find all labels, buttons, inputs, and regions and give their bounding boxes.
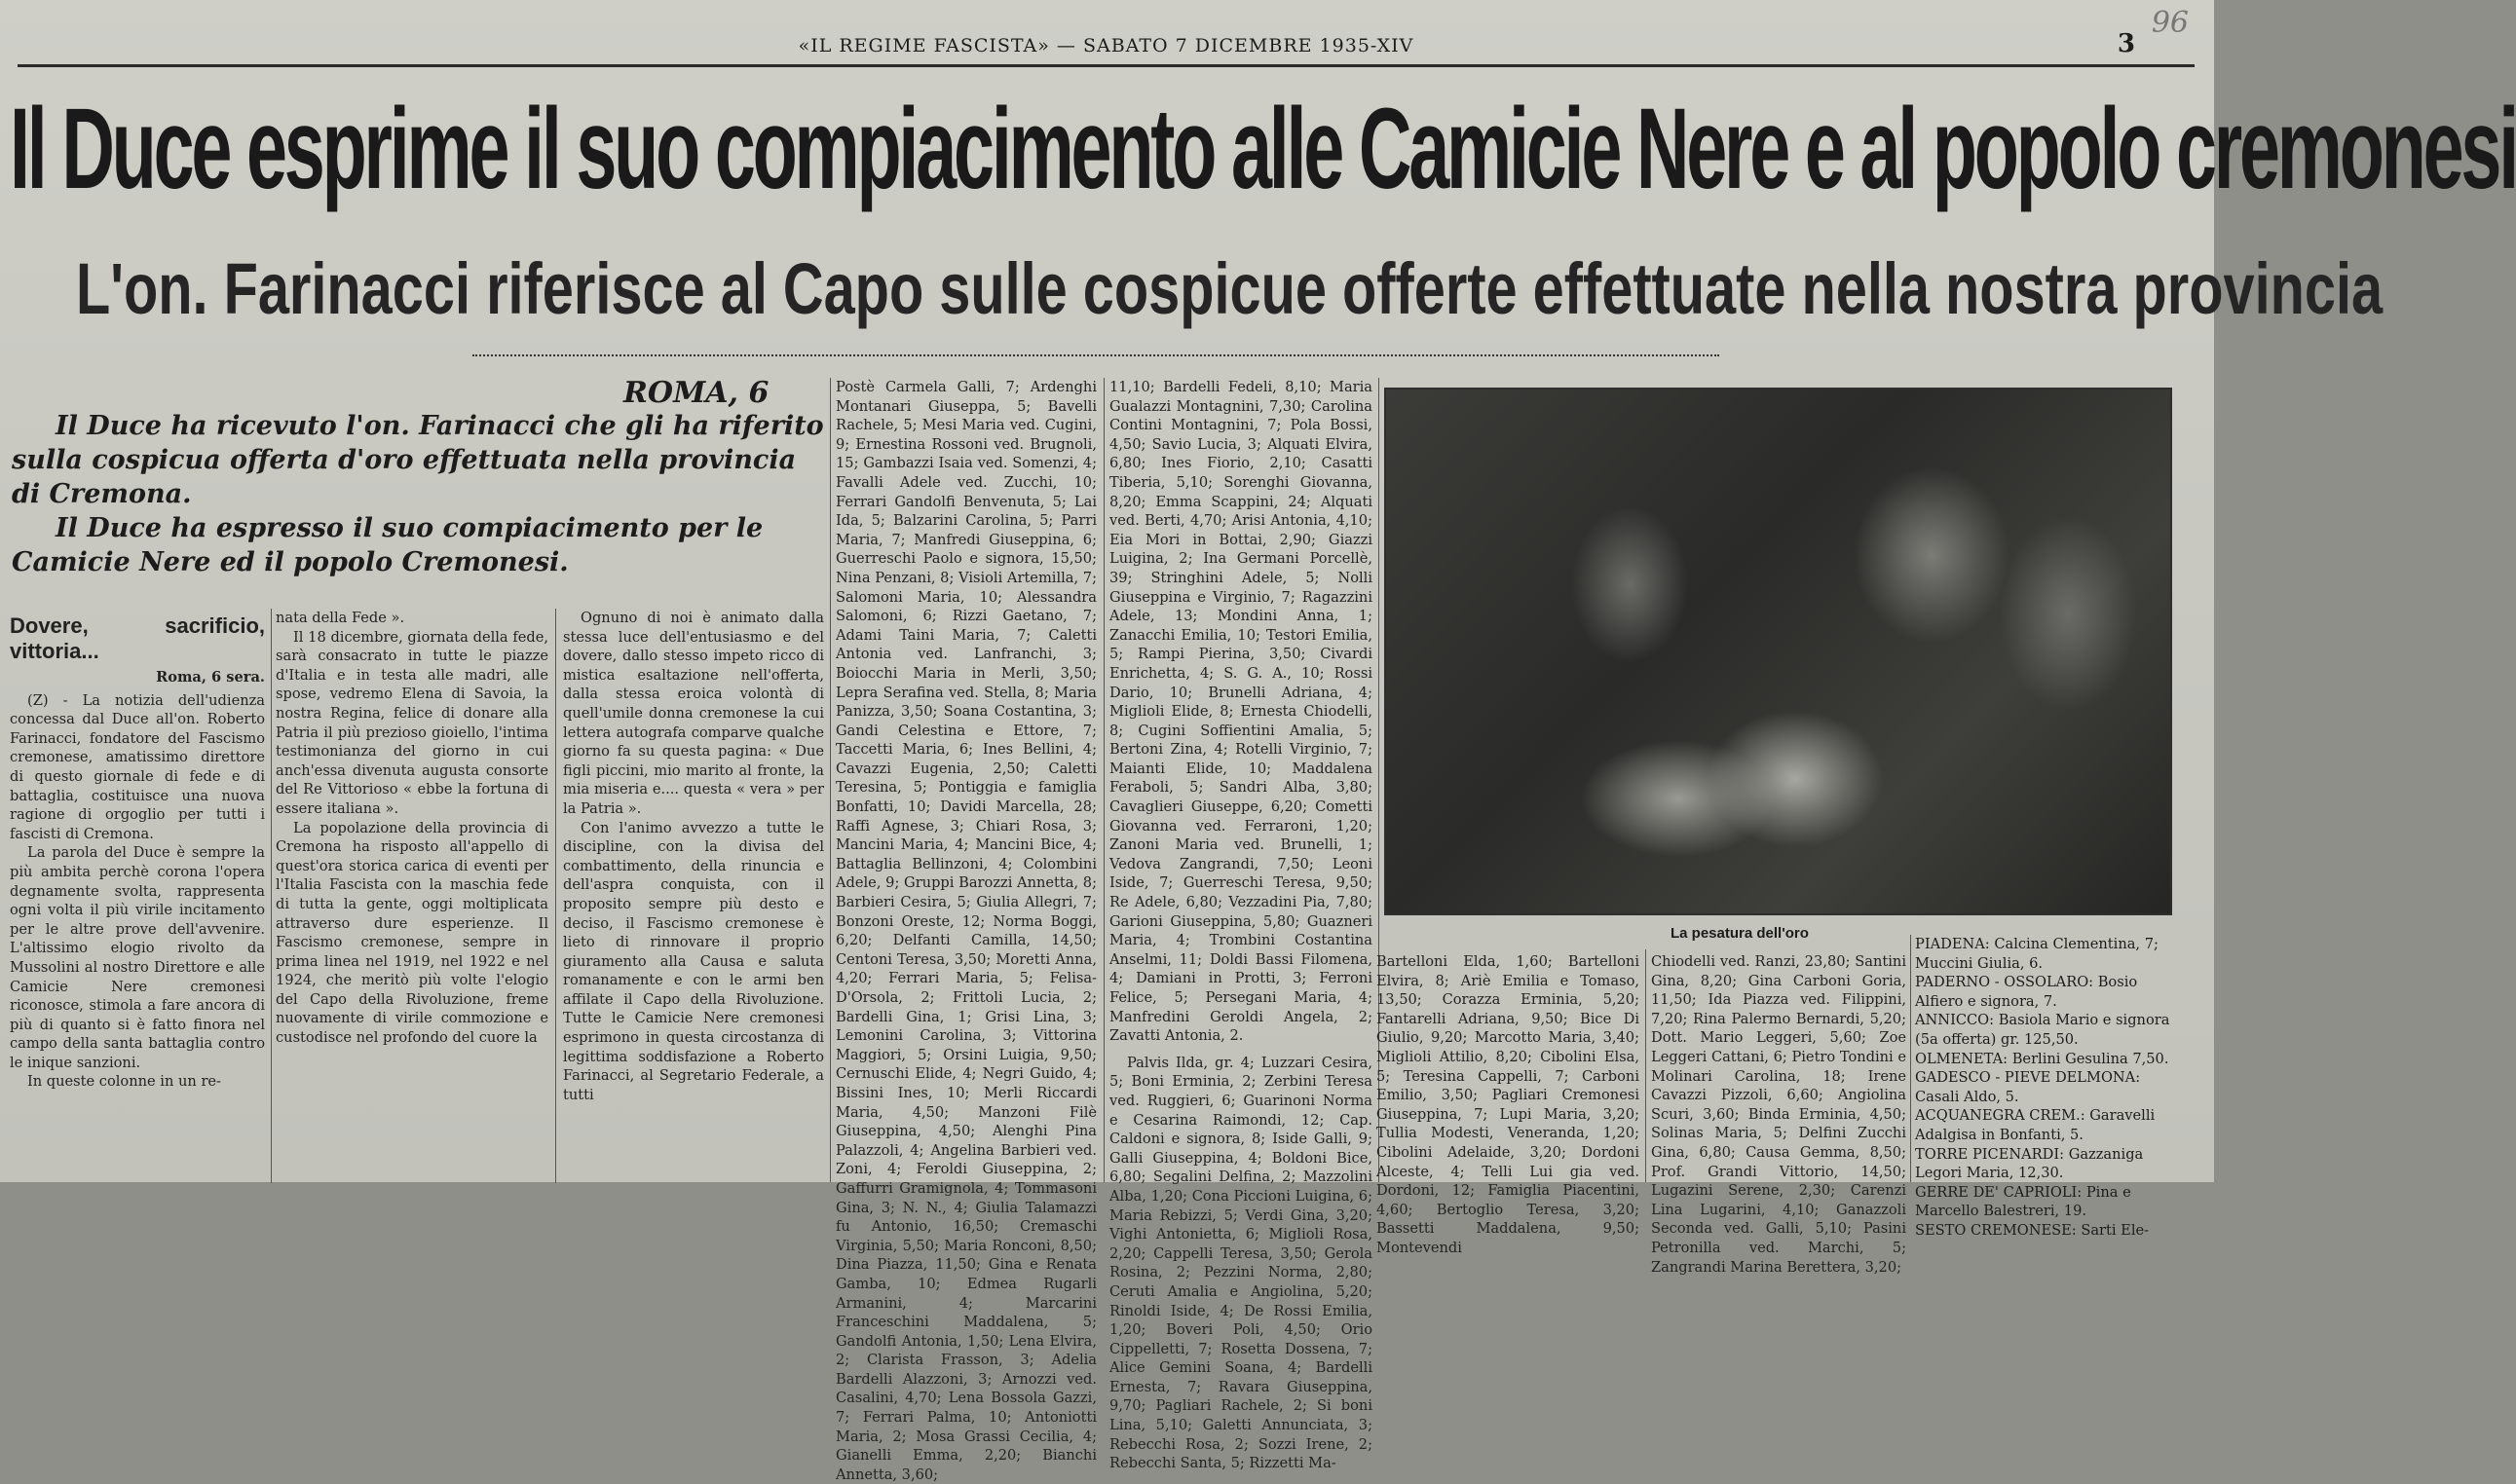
column-divider xyxy=(1645,949,1646,1182)
column-4 xyxy=(836,378,1097,1484)
lead-text xyxy=(12,409,825,579)
photo-caption: La pesatura dell'oro xyxy=(1671,925,1809,942)
masthead xyxy=(18,25,2195,67)
town-entry: GADESCO - PIEVE DELMONA: Casali Aldo, 5. xyxy=(1915,1069,2141,1105)
town-entry: ACQUANEGRA CREM.: Garavelli Adalgisa in Bonfanti, 5. xyxy=(1915,1107,2156,1143)
column-divider xyxy=(1104,378,1105,1182)
donor-list: Postè Carmela Galli, 7; Ardenghi Montanari Giuseppa, 5; Bavelli Rachele, 5; Mesi Maria ved. Cugini, 9; Ernestina Rossoni ved. Brugnoli, 15; Gambazzi Isaia ved. Somenzi, 4; Favalli Adele ved. Zucchi, 10; Ferrari Gandolfi Benvenuta, 5; Lai Ida, 5; Balzarini Carolina, 5; Parri Maria, 7; Manfredi Giuseppina, 6; Guerreschi Paolo e signora, 15,50; Nina Penzani, 8; Visioli Artemilla, 7; Salomoni Maria, 10; Alessandra Salomoni, 6; Rizzi Gaetano, 7; Adami Taini Maria, 7; Caletti Antonia ved. Lanfranchi, 3; Boiocchi Maria in Merli, 3,50; Lepra Serafina ved. Stella, 8; Maria Panizza, 3,50; Soana Costantina, 3; Gandi Celestina e Ettore, 7; Taccetti Maria, 6; Ines Bellini, 4; Cavazzi Eugenia, 2,50; Caletti Teresina, 5; Pontiggia e famiglia Bonfatti, 10; Davidi Marcella, 28; Raffi Agnese, 3; Chiari Rosa, 3; Mancini Maria, 4; Mancini Bice, 4; Battaglia Bellinzoni, 4; Colombini Adele, 9; Gruppi Barozzi Annetta, 8; Barbieri Cesira, 5; Giulia Allegri, 7; Bonzoni Oreste, 12; Norma Boggi, 6,20; Delfanti Camilla, 14,50; Centoni Teresa, 3,50; Moretti Anna, 4,20; Ferrari Maria, 5; Felisa-D'Orsola, 2; Frittoli Lucia, 2; Bardelli Gina, 1; Grisi Lina, 3; Lemonini Carolina, 3; Vittorina Maggiori, 5; Orsini Luigia, 9,50; Cernuschi Elide, 4; Negri Guido, 4; Bissini Ines, 10; Merli Riccardi Maria, 4,50; Manzoni Filè Giuseppina, 4,50; Alenghi Pina Palazzoli, 4; Angelina Barbieri ved. Zoni, 4; Feroldi Giuseppina, 2; Gaffurri Gramignola, 4; Tommasoni Gina, 3; N. N., 4; Giulia Talamazzi fu Antonio, 16,50; Cremaschi Virginia, 5,50; Maria Ronconi, 8,50; Dina Piazza, 11,50; Gina e Renata Gamba, 10; Edmea Rugarli Armanini, 4; Marcarini Franceschini Maddalena, 5; Gandolfi Antonia, 1,50; Lena Elvira, 2; Clarista Frasson, 3; Adelia Bardelli Alazzoni, 3; Arnozzi ved. Casalini, 4,70; Lena Bossola Gazzi, 7; Ferrari Palma, 10; Antoniotti Maria, 2; Mosa Grassi Cecilia, 4; Gianelli Emma, 2,20; Bianchi Annetta, 3,60; xyxy=(836,379,1097,1483)
column-divider xyxy=(555,609,556,1183)
column-divider xyxy=(830,378,831,1182)
column-paragraph: (Z) - La notizia dell'udienza concessa dal Duce all'on. Roberto Farinacci, fondatore del Fascismo cremonese, amatissimo direttore di questo giornale di fede e di battaglia, costituisce una nuova ragione di orgoglio per tutti i fascisti di Cremona. xyxy=(10,691,265,842)
lower-column-1 xyxy=(1376,952,1639,1258)
photo-gold-weighing xyxy=(1384,388,2172,915)
town-entry: PIADENA: Calcina Clementina, 7; Muccini Giulia, 6. xyxy=(1915,936,2159,972)
town-entry: SESTO CREMONESE: Sarti Ele- xyxy=(1915,1221,2150,1239)
subheadline: L'on. Farinacci riferisce al Capo sulle cospicue offerte effettuate nella nostra provincia xyxy=(76,248,2384,329)
lead-paragraph: Il Duce ha ricevuto l'on. Farinacci che gli ha riferito sulla cospicua offerta d'oro effettuata nella provincia di Cremona. xyxy=(12,411,824,509)
town-entry: PADERNO - OSSOLARO: Bosio Alfiero e signora, 7. xyxy=(1915,974,2138,1010)
town-entry: ANNICCO: Basiola Mario e signora (5a offerta) gr. 125,50. xyxy=(1915,1012,2170,1048)
town-offerings xyxy=(1915,935,2176,1241)
headline: Il Duce esprime il suo compiacimento alle Camicie Nere e al popolo cremonesi xyxy=(10,85,2516,213)
donor-list: Palvis Ilda, gr. 4; Luzzari Cesira, 5; Boni Erminia, 2; Zerbini Teresa ved. Ruggieri, 6; Guarinoni Norma e Cesarina Raimondi, 12; Cap. Caldoni e signora, 8; Iside Galli, 9; Galli Giuseppina, 4; Boldoni Bice, 6,80; Segalini Delfina, 2; Mazzolini Alba, 1,20; Cona Piccioni Luigina, 6; Maria Rebizzi, 5; Verdi Gina, 3,20; Vighi Antonietta, 6; Miglioli Rosa, 2,20; Cappelli Teresa, 3,50; Gerola Rosina, 2; Pezzini Norma, 2,80; Ceruti Amalia e Angiolina, 5,20; Rinoldi Iside, 4; De Rossi Emilia, 1,20; Boveri Poli, 4,50; Orio Cippelletti, 7; Rosetta Dossena, 7; Alice Gemini Soana, 4; Bardelli Ernesta, 7; Ravara Giuseppina, 9,70; Pagliari Rachele, 2; Si boni Lina, 5,10; Galetti Annunciata, 3; Rebecchi Rosa, 2; Sozzi Irene, 2; Rebecchi Santa, 5; Rizzetti Ma- xyxy=(1109,1054,1372,1472)
column-divider xyxy=(271,609,272,1183)
column-1-dateline: Roma, 6 sera. xyxy=(156,669,265,686)
column-3 xyxy=(563,609,824,1104)
column-paragraph: Ognuno di noi è animato dalla stessa luce dell'entusiasmo e del dovere, dallo stesso impeto ricco di mistica esaltazione nell'offerta, dalla stessa eroica volontà di quell'umile donna cremonese la cui lettera autografa comparve qualche giorno fa su questa pagina: « Due figli piccini, mio marito al fronte, la mia miseria e.... questa « vera » per la Patria ». xyxy=(563,610,824,817)
page-number: 3 xyxy=(2117,29,2136,58)
column-2 xyxy=(276,609,548,1048)
column-paragraph: Con l'animo avvezzo a tutte le discipline, con la divisa del combattimento, della rinuncia e dell'aspra conquista, con il proposito sempre più desto e deciso, il Fascismo cremonese è lieto di rinnovare il proprio giuramento alla Causa e saluta romanamente e con le armi ben affilate il Capo della Rivoluzione. Tutte le Camicie Nere cremonesi esprimono in questa circostanza di legittima soddisfazione a Roberto Farinacci, al Segretario Federale, a tutti xyxy=(563,819,824,1103)
column-paragraph: nata della Fede ». xyxy=(276,610,405,626)
column-1 xyxy=(10,613,265,1092)
handwritten-page-note: 96 xyxy=(2151,6,2189,40)
lead-dateline: ROMA, 6 xyxy=(623,376,770,410)
column-5 xyxy=(1109,378,1372,1473)
column-divider xyxy=(1910,935,1911,1182)
town-entry: GERRE DE' CAPRIOLI: Pina e Marcello Balestreri, 19. xyxy=(1915,1183,2131,1220)
lower-column-2 xyxy=(1651,952,1906,1277)
donor-list: Chiodelli ved. Ranzi, 23,80; Santini Gina, 8,20; Gina Carboni Goria, 11,50; Ida Piazza ved. Filippini, 7,20; Rina Palermo Bernardi, 5,20; Dott. Mario Leggeri, 5,60; Zoe Leggeri Cattani, 6; Pietro Tondini e Molinari Carolina, 18; Irene Cavazzi Pizzoli, 6,60; Angiolina Scuri, 3,60; Binda Erminia, 4,50; Solinas Maria, 5; Delfini Zucchi Gina, 6,80; Causa Gemma, 8,50; Prof. Grandi Vittorio, 14,50; Lugazini Serene, 2,30; Carenzi Lina Lugarini, 4,10; Ganazzoli Seconda ved. Galli, 5,10; Pasini Petronilla ved. Marchi, 5; Zangrandi Marina Berettera, 3,20; xyxy=(1651,953,1906,1276)
column-paragraph: Il 18 dicembre, giornata della fede, sarà consacrato in tutte le piazze d'Italia e in testa alle madri, alle spose, vedremo Elena di Savoia, la nostra Regina, felice di donare alla Patria il più prezioso gioiello, l'intima testimonianza del giorno in cui anch'essa divenuta augusta consorte del Re Vittorioso « ebbe la fortuna di essere italiana ». xyxy=(276,628,548,817)
lead-paragraph: Il Duce ha espresso il suo compiacimento per le Camicie Nere ed il popolo Cremonesi. xyxy=(12,513,764,577)
masthead-text: «IL REGIME FASCISTA» — SABATO 7 DICEMBRE 1935-XIV xyxy=(798,35,1414,56)
column-1-title: Dovere, sacrificio, vittoria... xyxy=(10,613,265,663)
decorative-rule xyxy=(472,354,1719,362)
column-paragraph: La parola del Duce è sempre la più ambita perchè corona l'opera degnamente svolta, rappresenta ogni volta il più virile incitamento per le altre prove dell'avvenire. L'altissimo elogio rivolto da Mussolini al nostro Direttore e alle Camicie Nere cremonesi riconosce, stimola a fare ancora di più di quanto si è fatto finora nel campo della santa battaglia contro le inique sanzioni. xyxy=(10,844,265,1071)
town-entry: TORRE PICENARDI: Gazzaniga Legori Maria, 12,30. xyxy=(1915,1145,2144,1182)
donor-list: Bartelloni Elda, 1,60; Bartelloni Elvira, 8; Ariè Emilia e Tomaso, 13,50; Corazza Erminia, 5,20; Fantarelli Adriana, 9,50; Bice Di Giulio, 9,20; Marcotto Maria, 3,40; Miglioli Attilio, 8,20; Cibolini Elsa, 5; Teresina Cappelli, 7; Carboni Emilio, 3,50; Pagliari Cremonesi Giuseppina, 7; Lupi Maria, 3,20; Tullia Modesti, Veneranda, 1,20; Cibolini Adelaide, 3,20; Dordoni Alceste, 4; Telli Lui gia ved. Dordoni, 12; Famiglia Piacentini, 4,60; Bertoglio Teresa, 3,20; Bassetti Maddalena, 9,50; Montevendi xyxy=(1376,953,1639,1256)
town-entry: OLMENETA: Berlini Gesulina 7,50. xyxy=(1915,1050,2169,1067)
column-paragraph: In queste colonne in un re- xyxy=(27,1073,221,1091)
donor-list: 11,10; Bardelli Fedeli, 8,10; Maria Gualazzi Montagnini, 7,30; Carolina Contini Montagnini, 7; Pola Bossi, 4,50; Savio Lucia, 3; Alquati Elvira, 6,80; Ines Fiorio, 2,10; Casatti Tiberia, 5,10; Sorenghi Giovanna, 8,20; Emma Scappini, 24; Alquati ved. Berti, 4,70; Arisi Antonia, 4,10; Eia Mori in Bottai, 2,90; Giazzi Luigina, 2; Ina Germani Porcellè, 39; Stringhini Adele, 5; Nolli Giuseppina e Virginio, 7; Ragazzini Adele, 13; Mondini Anna, 1; Zanacchi Emilia, 10; Testori Emilia, 5; Rampi Pierina, 3,50; Civardi Enrichetta, 4; S. G. A., 10; Rossi Dario, 10; Brunelli Adriana, 4; Miglioli Elide, 8; Ernesta Chiodelli, 8; Cugini Soffientini Amalia, 5; Bertoni Zina, 4; Rotelli Virginio, 7; Maianti Elide, 10; Maddalena Feraboli, 5; Sandri Alba, 3,80; Cavaglieri Giuseppe, 6,20; Cometti Giovanna ved. Ferraroni, 1,20; Zanoni Maria ved. Brunelli, 1; Vedova Zangrandi, 7,50; Leoni Iside, 7; Guerreschi Teresa, 9,50; Re Adele, 6,80; Vezzadini Pia, 7,80; Garioni Giuseppina, 5,80; Guazneri Maria, 4; Trombini Costantina Anselmi, 11; Doldi Bassi Filomena, 4; Damiani in Protti, 3; Ferroni Felice, 5; Persegani Maria, 4; Manfredini Geroldi Angela, 2; Zavatti Antonia, 2. xyxy=(1109,379,1372,1045)
column-paragraph: La popolazione della provincia di Cremona ha risposto all'appello di quest'ora storica carica di eventi per l'Italia Fascista con la maschia fede di tutta la gente, oggi moltiplicata attraverso dure esperienze. Il Fascismo cremonese, sempre in prima linea nel 1919, nel 1922 e nel 1924, che meritò più volte l'elogio del Capo della Rivoluzione, freme nuovamente di virile commozione e custodisce nel profondo del cuore la xyxy=(276,819,548,1047)
